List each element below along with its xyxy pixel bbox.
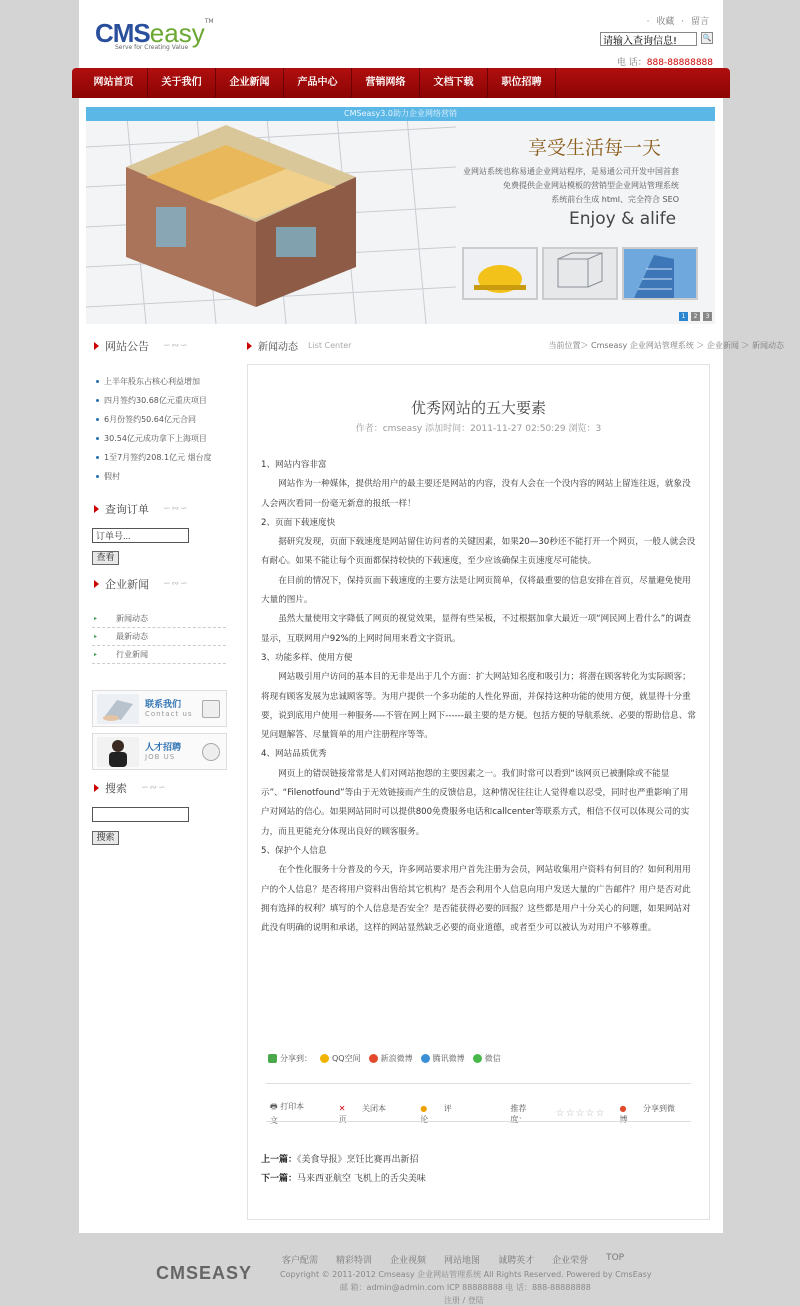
notice-heading <box>94 338 189 354</box>
order-view-button[interactable]: 查看 <box>92 551 119 565</box>
person-icon <box>97 737 139 767</box>
top-search-input[interactable] <box>600 32 697 46</box>
footer-link[interactable]: 客户配需 <box>282 1256 319 1266</box>
phone-number: 888-88888888 <box>646 58 713 68</box>
notice-item[interactable]: 1至7月签约208.1亿元 烟台度 <box>96 448 226 467</box>
recommend-label: 推荐度： <box>510 1103 527 1124</box>
close-icon: ✕ <box>338 1103 346 1113</box>
article-meta: 作者：cmseasy 添加时间：2011-11-27 02:50:29 浏览：3 <box>355 424 602 434</box>
article-heading: 4、网站品质优秀 <box>261 749 327 760</box>
nav-products[interactable]: 产品中心 <box>284 68 352 98</box>
arrow-icon <box>94 505 99 513</box>
thumb-blueprint[interactable] <box>542 247 618 300</box>
search-title: 搜索 <box>105 782 127 795</box>
footer-contact: 邮 箱：admin@admin.com ICP 88888888 电 话：888-88888888 <box>340 1283 591 1292</box>
prev-article <box>261 1152 419 1165</box>
notice-list <box>96 372 226 486</box>
share-wechat-label: 微信 <box>484 1054 501 1063</box>
footer-login-link[interactable]: 注册 / 登陆 <box>444 1296 484 1305</box>
banner-bar-text: CMSeasy3.0助力企业网络营销 <box>344 109 458 118</box>
article-paragraph: 虽然大量使用文字降低了网页的视觉效果，显得有些呆板，不过根据加拿大最近一项“网民网上看什么”的调查显示，互联网用户92%的上网时间用来看文字资讯。 <box>261 614 692 644</box>
comment-label: 评论 <box>420 1103 452 1124</box>
nav-downloads[interactable]: 文档下载 <box>420 68 488 98</box>
next-article-link[interactable]: 马来西亚航空 飞机上的舌尖美味 <box>297 1174 426 1184</box>
copyright-text: Copyright © 2011-2012 Cmseasy 企业网站管理系统 All Rights Reserved. Powered by CmsEasy <box>280 1270 652 1279</box>
share-label <box>268 1053 312 1064</box>
user-icon <box>202 743 220 761</box>
wechat-icon <box>473 1054 482 1063</box>
article-heading: 5、保护个人信息 <box>261 845 327 856</box>
footer-copyright <box>280 1268 652 1306</box>
thumb-building[interactable] <box>622 247 698 300</box>
share-wechat[interactable] <box>473 1053 501 1064</box>
jobs-card[interactable] <box>92 733 227 770</box>
share-tencent-weibo[interactable] <box>421 1053 465 1064</box>
nav-news[interactable]: 企业新闻 <box>216 68 284 98</box>
footer-link[interactable]: 网站地图 <box>444 1256 481 1266</box>
banner-slogan: 享受生活每一天 <box>528 137 662 159</box>
footer-logo: CMSEASY <box>156 1263 253 1283</box>
article-paragraph: 网页上的错误链接常常是人们对网站抱怨的主要因素之一。我们时常可以看到“该网页已被删除或不能显示”、“Filenotfound”等由于无效链接而产生的反馈信息，这种情况往往让人觉得难以忍受，同时也严重影响了用户对网站的信心。如果网站同时可以提供800免费服务电话和callcenter等联系方式，相信不仅可以体现公司的实力，而且更能充分体现出良好的顾客服务。 <box>261 768 690 837</box>
notice-item[interactable]: 6月份签约50.64亿元合同 <box>96 410 226 429</box>
jobs-en: JOB US <box>145 753 176 761</box>
message-link[interactable]: 留言 <box>690 17 709 27</box>
thumb-helmet[interactable] <box>462 247 538 300</box>
order-number-input[interactable] <box>92 528 189 543</box>
news-title: 企业新闻 <box>105 578 149 591</box>
banner-enjoy-text: Enjoy & alife <box>569 209 677 229</box>
favorite-link[interactable]: 收藏 <box>656 17 675 27</box>
print-button[interactable]: 🖶 打印本文 <box>270 1102 305 1125</box>
sidebar-search-input[interactable] <box>92 807 189 822</box>
phone-label: 电 话： <box>616 58 647 68</box>
article-panel <box>247 364 710 1220</box>
qzone-icon <box>320 1054 329 1063</box>
news-category-label: 最新动态 <box>116 632 148 641</box>
news-category-item[interactable] <box>92 610 226 628</box>
news-category-label: 行业新闻 <box>116 650 148 659</box>
top-search <box>600 32 713 46</box>
footer-link[interactable]: 精彩特训 <box>336 1256 373 1266</box>
article-paragraph: 网站吸引用户访问的基本目的无非是出于几个方面：扩大网站知名度和吸引力；将潜在顾客转化为实际顾客；将现有顾客发展为忠诚顾客等。为用户提供一个多功能的人性化界面，并保持这种功能的使用方便，就显得十分重要，说到底用户使用一种服务----不管在网上网下------最主要的是方便。包括方便的导航系统、必要的帮助信息、常见问题解答、尽量简单的用户注册程序等等。 <box>261 672 696 741</box>
prev-article-link[interactable]: 《美食导报》烹饪比赛再出新招 <box>297 1155 419 1165</box>
weibo-icon <box>369 1054 378 1063</box>
next-label: 下一篇： <box>261 1174 298 1184</box>
footer <box>0 1233 800 1306</box>
logo-tm: TM <box>204 18 214 25</box>
section-title: 新闻动态 <box>258 342 298 353</box>
prev-label: 上一篇： <box>261 1155 298 1165</box>
order-title: 查询订单 <box>105 503 149 516</box>
plus-icon <box>268 1054 277 1063</box>
ornament-icon: ∽∾∽ <box>163 341 189 351</box>
section-heading <box>247 338 351 353</box>
share-tencent-label: 腾讯微博 <box>432 1054 465 1063</box>
search-icon[interactable]: 🔍 <box>702 34 712 42</box>
banner-page-3[interactable]: 3 <box>703 312 712 321</box>
footer-link[interactable]: 诚聘英才 <box>498 1256 535 1266</box>
news-category-item[interactable] <box>92 646 226 664</box>
article-paragraph: 据研究发现，页面下载速度是网站留住访问者的关键因素，如果20—30秒还不能打开一个网页，一般人就会没有耐心。如果不能让每个页面都保持较快的下载速度，至少应该确保主页速度尽可能快。 <box>261 537 696 567</box>
news-category-label: 新闻动态 <box>116 614 148 623</box>
news-heading <box>94 576 189 592</box>
ornament-icon: ∽∾∽ <box>163 579 189 589</box>
footer-links <box>282 1253 624 1266</box>
logo-slogan: Serve for Creating Value <box>115 44 189 51</box>
share-qzone-label: QQ空间 <box>332 1054 361 1063</box>
share-qzone[interactable] <box>320 1053 361 1064</box>
logo-text-easy: easy <box>149 18 205 48</box>
article-paragraph: 网站作为一种媒体，提供给用户的最主要还是网站的内容，没有人会在一个没内容的网站上留连往返，就象没人会两次看同一份毫无新意的报纸一样！ <box>261 479 691 509</box>
nav-marketing[interactable]: 营销网络 <box>352 68 420 98</box>
article-heading: 2、页面下载速度快 <box>261 517 336 528</box>
divider <box>266 1121 691 1122</box>
article-title: 优秀网站的五大要素 <box>410 399 546 417</box>
main-nav <box>72 68 730 98</box>
banner-desc-line: 系统前台生成 html、完全符合 SEO <box>551 195 679 204</box>
footer-link[interactable]: 企业视频 <box>390 1256 427 1266</box>
search-heading <box>94 780 167 796</box>
top-links: · 收藏 · 留言 <box>646 17 709 27</box>
hero-banner <box>86 107 715 324</box>
notice-item-continued[interactable]: 假村 <box>96 467 226 486</box>
notice-title: 网站公告 <box>105 340 149 353</box>
contact-us-card[interactable] <box>92 690 227 727</box>
article-paragraph: 在个性化服务十分普及的今天，许多网站要求用户首先注册为会员，网站收集用户资料有何目的？如何利用用户的个人信息？是否将用户资料出售给其它机构？是否会利用个人信息向用户发送大量的广告邮件？用户是否对此拥有选择的权利？填写的个人信息是否安全？是否能获得必要的回报？这些都是用户十分关心的问题，如果网站对此没有明确的说明和承诺，这样的网站显然缺乏必要的商业道德，或者至少可以被认为对用户不够尊重。 <box>261 865 691 934</box>
contact-us-label: 联系我们 <box>145 700 182 710</box>
banner-pager <box>679 312 712 321</box>
breadcrumb[interactable]: 当前位置＞ Cmseasy 企业网站管理系统 ＞ 企业新闻 ＞ 新闻动态 <box>548 341 784 350</box>
banner-description <box>463 165 679 207</box>
banner-desc-line: 免费提供企业网站模板的营销型企业网站管理系统 <box>503 181 679 190</box>
tencent-weibo-icon <box>421 1054 430 1063</box>
next-article <box>261 1171 426 1184</box>
footer-top-link[interactable]: TOP <box>606 1253 625 1263</box>
share-to-weibo-label: 分享到微博 <box>619 1103 675 1124</box>
rating-stars[interactable]: ☆☆☆☆☆ <box>555 1108 606 1119</box>
article-heading: 3、功能多样、使用方便 <box>261 652 353 663</box>
arrow-icon <box>94 580 99 588</box>
order-heading <box>94 501 189 517</box>
section-title-en: List Center <box>308 341 352 350</box>
share-bar <box>268 1053 501 1064</box>
footer-link[interactable]: 企业荣誉 <box>552 1256 589 1266</box>
nav-home[interactable]: 网站首页 <box>80 68 148 98</box>
weibo-icon: ● <box>619 1103 627 1113</box>
banner-top-bar <box>86 107 715 121</box>
print-label: 打印本文 <box>270 1102 305 1125</box>
laptop-icon <box>97 694 139 724</box>
article-tools <box>270 1101 709 1126</box>
comment-icon: ● <box>420 1103 428 1113</box>
share-label-text: 分享到： <box>280 1054 312 1063</box>
article-heading: 1、网站内容非富 <box>261 460 327 470</box>
notice-item[interactable]: 30.54亿元成功拿下上海项目 <box>96 429 226 448</box>
contact-us-en: Contact us <box>145 710 193 718</box>
logo-text-cms: CMS <box>95 18 150 48</box>
header-phone <box>617 55 713 68</box>
share-weibo[interactable] <box>369 1053 413 1064</box>
banner-page-2[interactable]: 2 <box>691 312 700 321</box>
article-paragraph: 在目前的情况下，保持页面下载速度的主要方法是让网页简单，仅将最重要的信息安排在首页，尽量避免使用大量的图片。 <box>261 575 691 606</box>
share-weibo-label: 新浪微博 <box>380 1054 413 1063</box>
ornament-icon: ∽∾∽ <box>141 783 167 793</box>
notepad-icon <box>202 700 220 718</box>
nav-about[interactable]: 关于我们 <box>148 68 216 98</box>
arrow-icon <box>247 342 252 350</box>
sidebar-search-button[interactable]: 搜索 <box>92 831 119 845</box>
banner-desc-line: 业网站系统也称易通企业网站程序，是易通公司开发中国首套 <box>463 167 679 176</box>
notice-item[interactable]: 上半年股东占核心利益增加 <box>96 372 226 391</box>
banner-page-1[interactable]: 1 <box>679 312 688 321</box>
jobs-label: 人才招聘 <box>145 743 182 753</box>
divider <box>266 1083 691 1084</box>
arrow-icon <box>94 342 99 350</box>
news-category-item[interactable] <box>92 628 226 646</box>
arrow-icon <box>94 784 99 792</box>
nav-jobs[interactable]: 职位招聘 <box>488 68 556 98</box>
site-logo[interactable] <box>95 18 214 51</box>
notice-item[interactable]: 四月签约30.68亿元重庆项目 <box>96 391 226 410</box>
ornament-icon: ∽∾∽ <box>163 504 189 514</box>
news-category-list <box>92 610 226 664</box>
article-body <box>261 456 696 938</box>
close-label: 关闭本页 <box>338 1103 386 1124</box>
